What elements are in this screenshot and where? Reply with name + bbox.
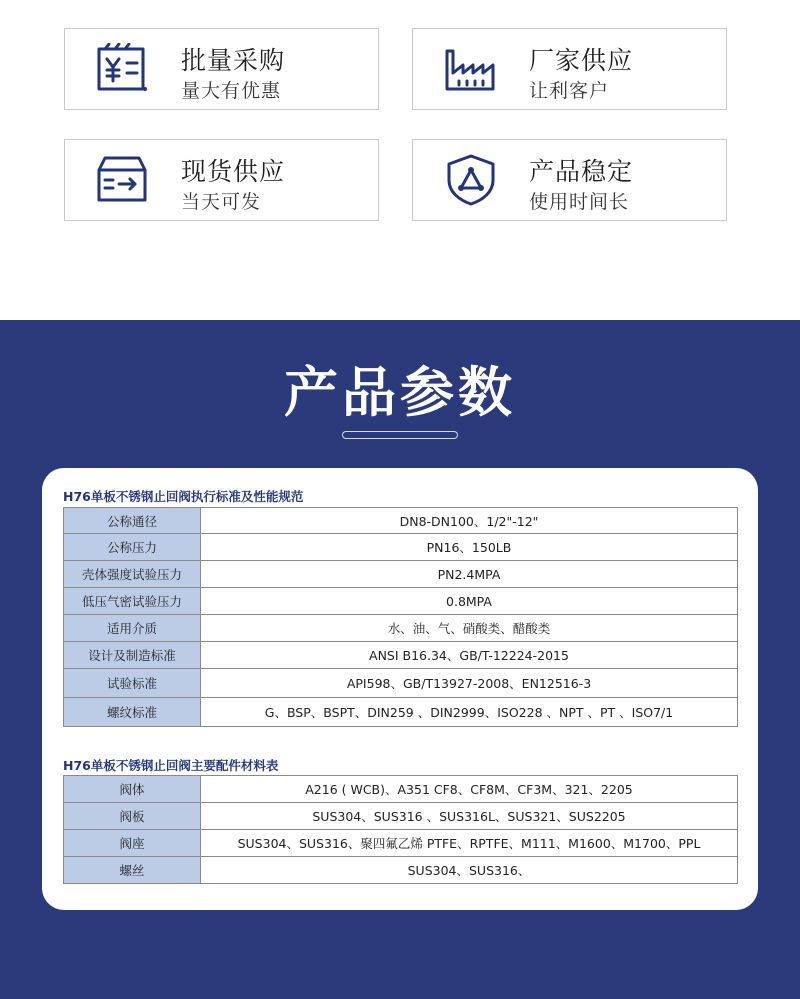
heading-underline bbox=[342, 431, 458, 439]
row-key: 适用介质 bbox=[64, 615, 201, 642]
row-value: 0.8MPA bbox=[201, 588, 738, 615]
row-value: A216 ( WCB)、A351 CF8、CF8M、CF3M、321、2205 bbox=[201, 776, 738, 803]
feature-card-factory bbox=[412, 28, 727, 110]
table-row bbox=[64, 588, 738, 615]
row-value: SUS304、SUS316、聚四氟乙烯 PTFE、RPTFE、M111、M1600、M1700、PPL bbox=[201, 830, 738, 857]
row-key: 试验标准 bbox=[64, 669, 201, 698]
row-key: 公称通径 bbox=[64, 508, 201, 534]
feature-subtitle: 量大有优惠 bbox=[181, 80, 282, 102]
feature-title: 批量采购 bbox=[181, 46, 286, 75]
table-row bbox=[64, 508, 738, 534]
table-row bbox=[64, 803, 738, 830]
row-key: 低压气密试验压力 bbox=[64, 588, 201, 615]
row-value: SUS304、SUS316 、SUS316L、SUS321、SUS2205 bbox=[201, 803, 738, 830]
row-value: DN8-DN100、1/2"-12" bbox=[201, 508, 738, 534]
materials-table-title: H76单板不锈钢止回阀主要配件材料表 bbox=[63, 758, 279, 773]
table-row bbox=[64, 698, 738, 727]
table-row bbox=[64, 776, 738, 803]
row-key: 壳体强度试验压力 bbox=[64, 561, 201, 588]
row-value: SUS304、SUS316、 bbox=[201, 857, 738, 884]
row-key: 公称压力 bbox=[64, 534, 201, 561]
feature-card-bulk bbox=[64, 28, 379, 110]
box-delivery-icon bbox=[95, 154, 151, 206]
row-value: PN2.4MPA bbox=[201, 561, 738, 588]
params-section bbox=[0, 320, 800, 999]
table-row bbox=[64, 561, 738, 588]
row-key: 阀板 bbox=[64, 803, 201, 830]
feature-subtitle: 当天可发 bbox=[181, 191, 262, 213]
table-row bbox=[64, 642, 738, 669]
feature-card-stable bbox=[412, 139, 727, 221]
params-heading: 产品参数 bbox=[284, 361, 516, 424]
shield-icon bbox=[443, 154, 499, 206]
row-key: 阀座 bbox=[64, 830, 201, 857]
features-section bbox=[0, 0, 800, 320]
table-row bbox=[64, 615, 738, 642]
feature-title: 产品稳定 bbox=[529, 157, 634, 186]
table-row bbox=[64, 669, 738, 698]
feature-subtitle: 让利客户 bbox=[529, 80, 610, 102]
table-row bbox=[64, 857, 738, 884]
row-value: ANSI B16.34、GB/T-12224-2015 bbox=[201, 642, 738, 669]
price-tag-icon bbox=[95, 43, 151, 95]
table-row bbox=[64, 534, 738, 561]
standards-table bbox=[63, 507, 738, 727]
row-key: 螺纹标准 bbox=[64, 698, 201, 727]
feature-title: 厂家供应 bbox=[529, 46, 634, 75]
row-key: 阀体 bbox=[64, 776, 201, 803]
row-key: 设计及制造标准 bbox=[64, 642, 201, 669]
row-value: G、BSP、BSPT、DIN259 、DIN2999、ISO228 、NPT 、PT 、ISO7/1 bbox=[201, 698, 738, 727]
table-row bbox=[64, 830, 738, 857]
feature-subtitle: 使用时间长 bbox=[529, 191, 630, 213]
materials-table bbox=[63, 775, 738, 884]
standards-table-title: H76单板不锈钢止回阀执行标准及性能规范 bbox=[63, 489, 304, 504]
feature-title: 现货供应 bbox=[181, 157, 286, 186]
row-key: 螺丝 bbox=[64, 857, 201, 884]
factory-icon bbox=[443, 43, 499, 95]
row-value: PN16、150LB bbox=[201, 534, 738, 561]
params-panel bbox=[42, 468, 758, 910]
feature-card-stock bbox=[64, 139, 379, 221]
row-value: 水、油、气、硝酸类、醋酸类 bbox=[201, 615, 738, 642]
row-value: API598、GB/T13927-2008、EN12516-3 bbox=[201, 669, 738, 698]
